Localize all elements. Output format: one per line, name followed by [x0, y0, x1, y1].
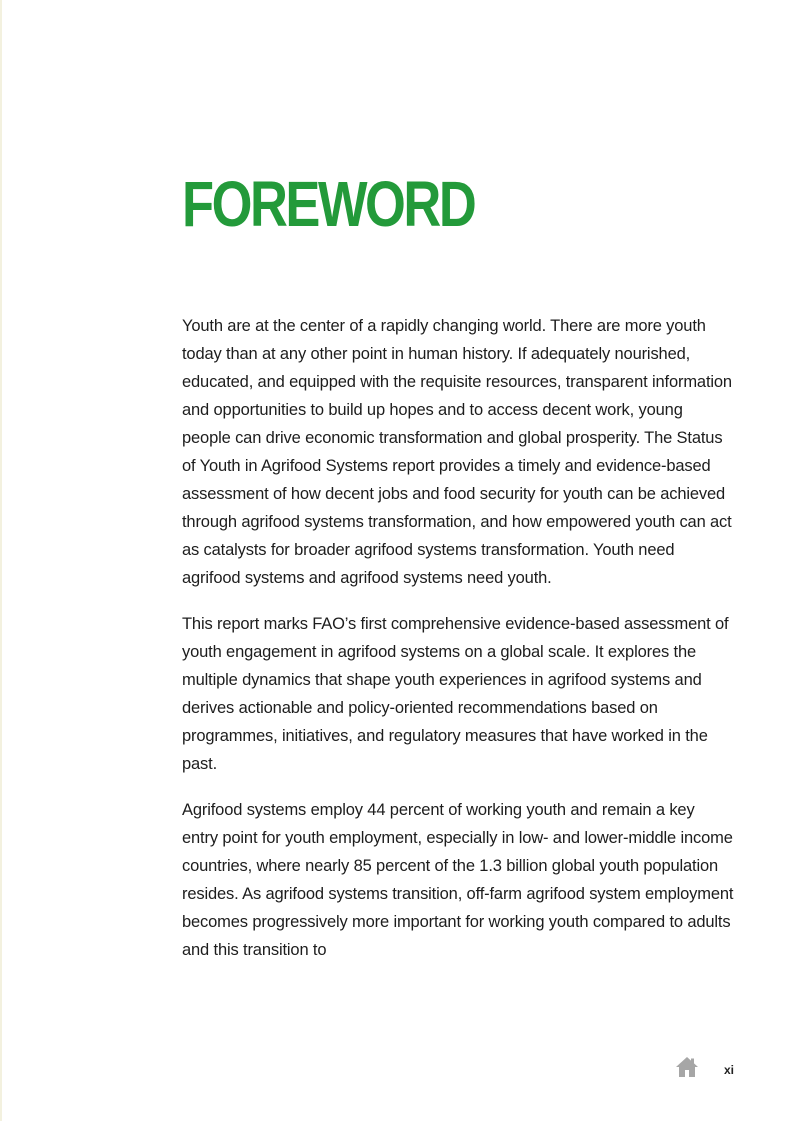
page-number: xi [724, 1063, 735, 1077]
home-icon-graphic [676, 1056, 698, 1078]
paragraph-2: This report marks FAO’s first comprehensive evidence-based assessment of youth engagement in agrifood systems on a global scale. It explores the multiple dynamics that shape youth experiences in agrifood systems and derives actionable and policy-oriented recommendations based on programmes, initiatives, and regulatory measures that have worked in the past. [182, 615, 729, 773]
paragraph-1: Youth are at the center of a rapidly changing world. There are more youth today than at any other point in human history. If adequately nourished, educated, and equipped with the requisite resources, transparent information and opportunities to build up hopes and to access decent work, young people can drive economic transformation and global prosperity. The Status of Youth in Agrifood Systems report provides a timely and evidence-based assessment of how decent jobs and food security for youth can be achieved through agrifood systems transformation, and how empowered youth can act as catalysts for broader agrifood systems transformation. Youth need agrifood systems and agrifood systems need youth. [182, 317, 732, 587]
foreword-body [182, 312, 734, 982]
home-icon[interactable] [676, 1056, 698, 1078]
page-title: FOREWORD [182, 168, 475, 240]
page-left-edge [0, 0, 2, 1121]
paragraph-3: Agrifood systems employ 44 percent of working youth and remain a key entry point for youth employment, especially in low- and lower-middle income countries, where nearly 85 percent of the 1.3 billion global youth population resides. As agrifood systems transition, off-farm agrifood system employment becomes progressively more important for working youth compared to adults and this transition to [182, 801, 734, 959]
